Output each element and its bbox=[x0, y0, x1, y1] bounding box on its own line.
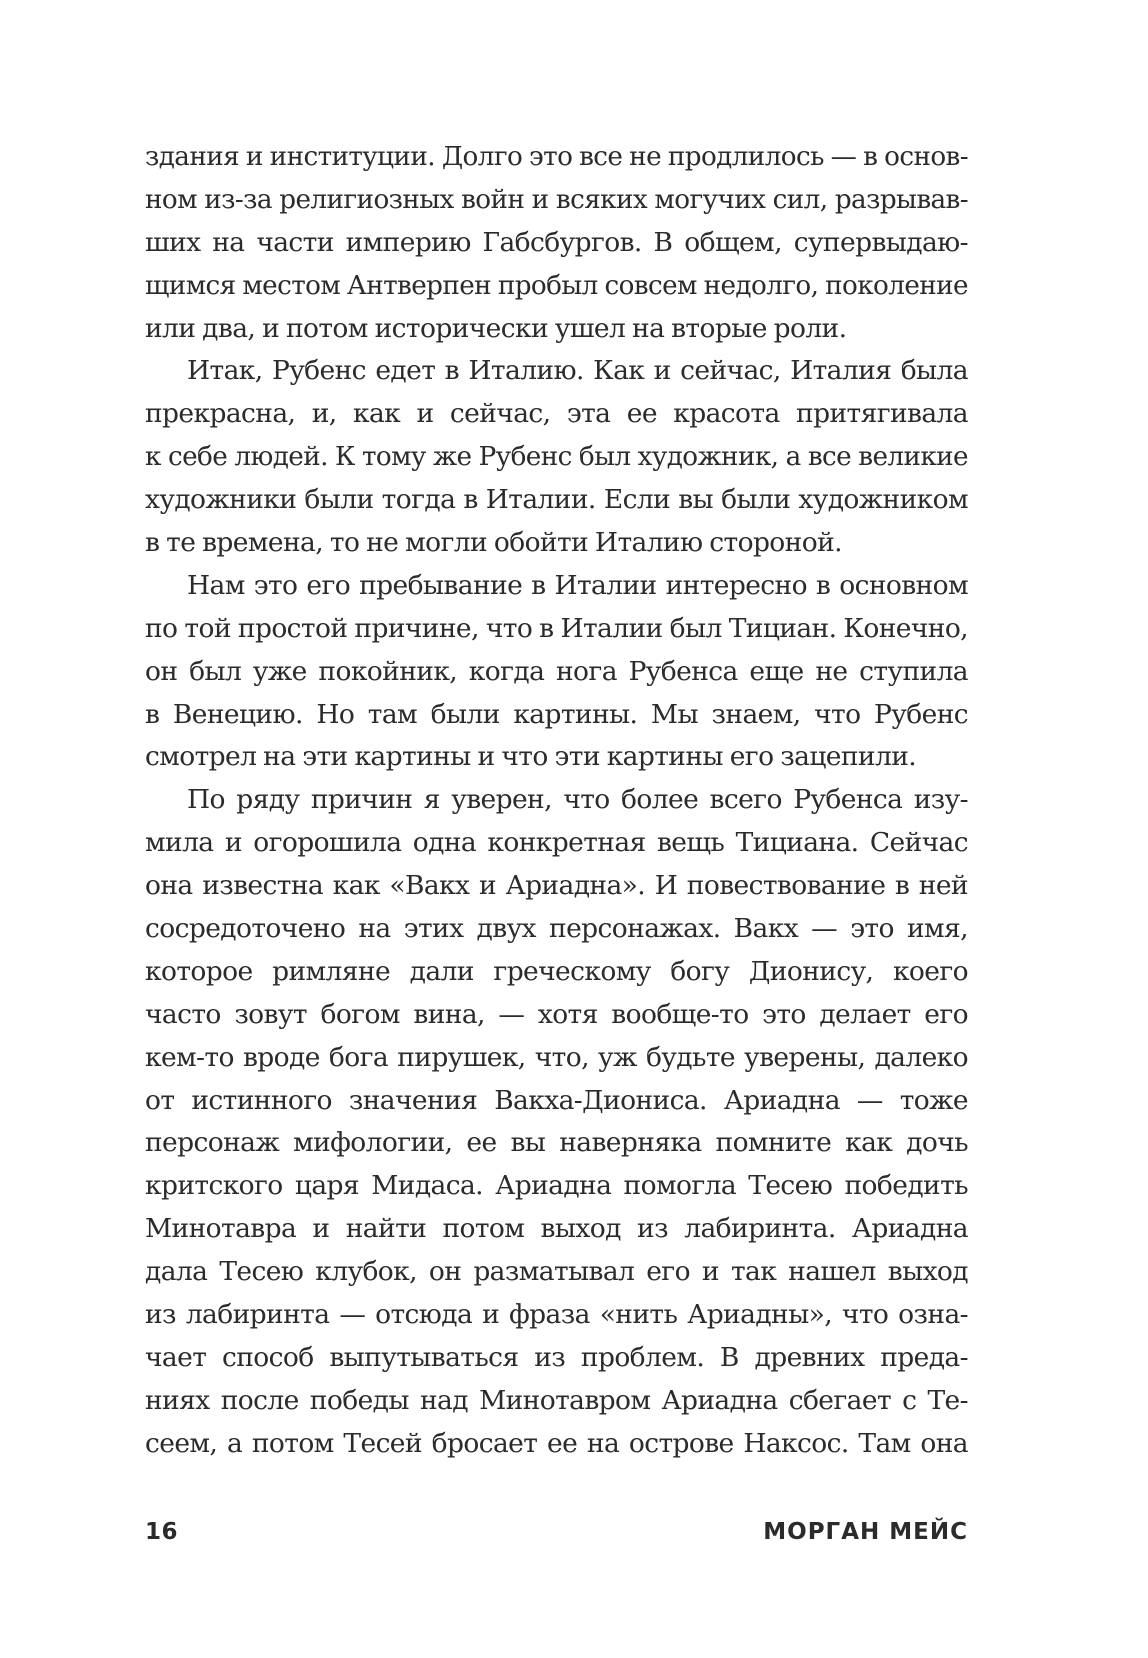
body-text bbox=[145, 136, 968, 1466]
text-line: к себе людей. К тому же Рубенс был художник, а все великие bbox=[145, 442, 968, 473]
page-footer bbox=[145, 1519, 968, 1559]
page-number: 16 bbox=[145, 1519, 179, 1545]
paragraph-first-line: Нам это его пребывание в Италии интересно в основном bbox=[187, 569, 968, 601]
text-line: она известна как «Вакх и Ариадна». И повествование в ней bbox=[145, 870, 968, 902]
text-line: ном из-за религиозных войн и всяких могучих сил, разрывав- bbox=[145, 184, 968, 215]
text-line: критского царя Мидаса. Ариадна помогла Тесею победить bbox=[145, 1170, 968, 1202]
text-line: часто зовут богом вина, — хотя вообще-то это делает его bbox=[145, 998, 968, 1030]
text-line: от истинного значения Вакха-Диониса. Ариадна — тоже bbox=[145, 1084, 968, 1116]
text-line: мила и огорошила одна конкретная вещь Тициана. Сейчас bbox=[145, 827, 968, 859]
text-line: в Венецию. Но там были картины. Мы знаем, что Рубенс bbox=[145, 698, 968, 730]
text-line: Минотавра и найти потом выход из лабиринта. Ариадна bbox=[145, 1213, 968, 1245]
text-line: дала Тесею клубок, он разматывал его и так нашел выход bbox=[145, 1256, 968, 1288]
paragraph-first-line: Итак, Рубенс едет в Италию. Как и сейчас, Италия была bbox=[187, 355, 968, 387]
running-head-author: МОРГАН МЕЙС bbox=[763, 1519, 968, 1545]
text-line: сеем, а потом Тесей бросает ее на острове Наксос. Там она bbox=[145, 1427, 968, 1459]
text-line: художники были тогда в Италии. Если вы были художником bbox=[145, 484, 968, 516]
text-line: сосредоточено на этих двух персонажах. Вакх — это имя, bbox=[145, 913, 968, 945]
text-line: он был уже покойник, когда нога Рубенса еще не ступила bbox=[145, 655, 968, 687]
text-line: которое римляне дали греческому богу Дионису, коего bbox=[145, 955, 968, 987]
text-line: здания и институции. Долго это все не продлилось — в основ- bbox=[145, 142, 968, 172]
text-line: ших на части империю Габсбургов. В общем, супервыдаю- bbox=[145, 226, 968, 258]
text-line: кем-то вроде бога пирушек, что, уж будьте уверены, далеко bbox=[145, 1041, 968, 1073]
text-line: прекрасна, и, как и сейчас, эта ее красота притягивала bbox=[145, 398, 968, 430]
text-line: смотрел на эти картины и что эти картины его зацепили. bbox=[145, 741, 917, 773]
text-line: щимся местом Антверпен пробыл совсем недолго, поколение bbox=[145, 270, 968, 301]
text-line: в те времена, то не могли обойти Италию стороной. bbox=[145, 527, 842, 559]
text-line: чает способ выпутываться из проблем. В древних преда- bbox=[145, 1341, 968, 1373]
text-line: персонаж мифологии, ее вы наверняка помните как дочь bbox=[145, 1127, 968, 1159]
text-line: ниях после победы над Минотавром Ариадна сбегает с Те- bbox=[145, 1384, 968, 1416]
text-line: из лабиринта — отсюда и фраза «нить Ариадны», что озна- bbox=[145, 1299, 968, 1331]
text-line: или два, и потом исторически ушел на вторые роли. bbox=[145, 312, 847, 344]
text-line: по той простой причине, что в Италии был Тициан. Конечно, bbox=[145, 612, 968, 644]
paragraph-first-line: По ряду причин я уверен, что более всего Рубенса изу- bbox=[187, 784, 968, 816]
